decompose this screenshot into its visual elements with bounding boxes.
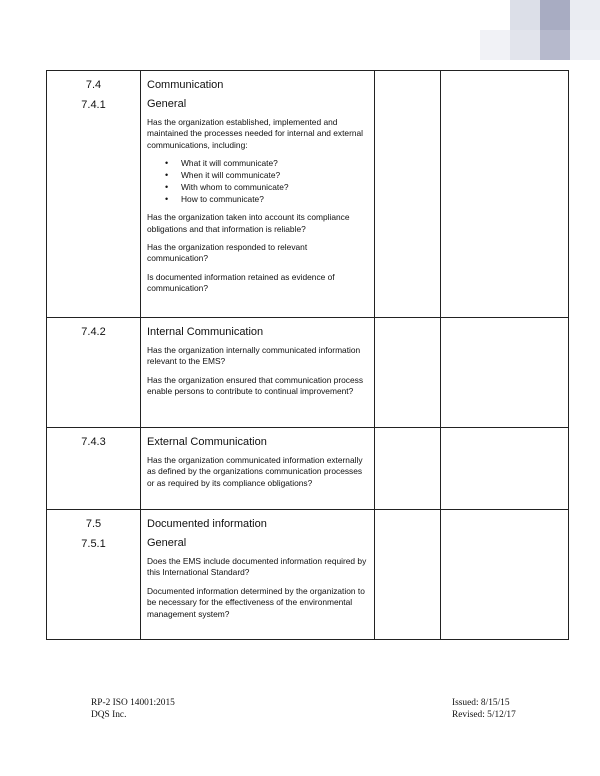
requirement-cell	[141, 428, 375, 510]
clause-heading: Communication	[147, 79, 224, 91]
bullet-list	[165, 157, 369, 205]
logo-block	[570, 30, 600, 60]
clause-heading: Internal Communication	[147, 326, 264, 338]
clause-heading: Documented information	[147, 518, 267, 530]
table-row	[47, 428, 569, 510]
document-code: RP-2 ISO 14001:2015	[91, 698, 175, 708]
question-text: Has the organization ensured that communication process enable persons to contribute to continual improvement?	[147, 374, 364, 397]
question-text: Has the organization established, implemented and maintained the processes needed for internal and external communications, including:	[147, 117, 364, 150]
subclause-heading: General	[147, 98, 187, 110]
evidence-cell[interactable]	[375, 71, 441, 318]
issued-date: Issued: 8/15/15	[452, 698, 510, 708]
clause-number: 7.4.2	[81, 326, 106, 338]
revised-date: Revised: 5/12/17	[452, 710, 516, 720]
question-text: Is documented information retained as evidence of communication?	[147, 271, 335, 294]
audit-checklist-table	[46, 70, 569, 640]
list-item: • When it will communicate?	[165, 169, 369, 181]
subclause-number: 7.5.1	[81, 538, 106, 550]
logo-block	[480, 0, 510, 30]
notes-cell[interactable]	[441, 428, 569, 510]
question-text: Does the EMS include documented information required by this International Standard?	[147, 556, 367, 578]
requirement-cell	[141, 71, 375, 318]
clause-number: 7.5	[85, 518, 102, 530]
table-row	[47, 510, 569, 640]
logo-block	[480, 30, 510, 60]
header-logo-blocks	[480, 0, 600, 60]
subclause-number: 7.4.1	[81, 99, 106, 111]
table-row	[47, 71, 569, 318]
logo-block	[510, 30, 540, 60]
clause-number: 7.4	[85, 79, 102, 91]
logo-block	[510, 0, 540, 30]
clause-number-cell	[47, 318, 141, 428]
requirement-cell	[141, 318, 375, 428]
question-text: Documented information determined by the organization to be necessary for the effectiveness of the environmental management system?	[147, 585, 365, 619]
list-item: • With whom to communicate?	[165, 181, 369, 193]
question-text: Has the organization responded to relevant communication?	[147, 242, 308, 264]
logo-block	[540, 30, 570, 60]
company-name: DQS Inc.	[91, 710, 127, 720]
evidence-cell[interactable]	[375, 428, 441, 510]
evidence-cell[interactable]	[375, 510, 441, 640]
clause-number-cell	[47, 428, 141, 510]
notes-cell[interactable]	[441, 71, 569, 318]
clause-heading: External Communication	[147, 436, 267, 448]
list-item: • How to communicate?	[165, 193, 369, 205]
question-text: Has the organization internally communicated information relevant to the EMS?	[147, 345, 361, 367]
notes-cell[interactable]	[441, 510, 569, 640]
clause-number-cell	[47, 71, 141, 318]
notes-cell[interactable]	[441, 318, 569, 428]
subclause-heading: General	[147, 537, 187, 549]
clause-number: 7.4.3	[81, 436, 106, 448]
evidence-cell[interactable]	[375, 318, 441, 428]
footer-right	[452, 697, 516, 721]
footer-left	[91, 697, 175, 721]
list-item: • What it will communicate?	[165, 157, 369, 169]
logo-block	[570, 0, 600, 30]
requirement-cell	[141, 510, 375, 640]
table-row	[47, 318, 569, 428]
logo-block	[540, 0, 570, 30]
question-text: Has the organization communicated information externally as defined by the organizations communication processes or as required by its compliance obligations?	[147, 455, 363, 488]
clause-number-cell	[47, 510, 141, 640]
question-text: Has the organization taken into account its compliance obligations and that information is reliable?	[147, 212, 350, 234]
